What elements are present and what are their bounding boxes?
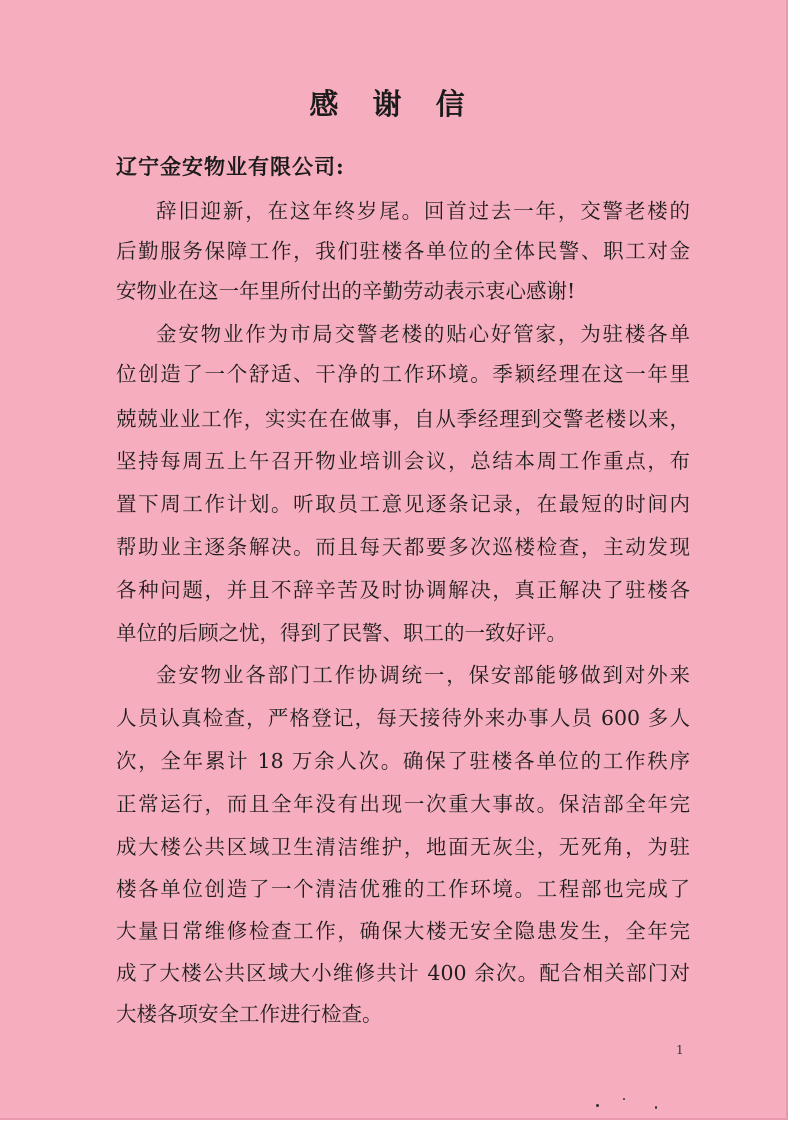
body-line: 大楼各项安全工作进行检查。: [116, 1002, 383, 1026]
scan-speck: [655, 1106, 657, 1109]
body-line: 正常运行，而且全年没有出现一次重大事故。保洁部全年完: [116, 792, 690, 816]
body-line: 金安物业各部门工作协调统一，保安部能够做到对外来: [156, 663, 690, 687]
body-line: 大量日常维修检查工作，确保大楼无安全隐患发生，全年完: [116, 919, 690, 943]
body-line: 辞旧迎新，在这年终岁尾。回首过去一年，交警老楼的: [156, 199, 690, 223]
body-line: 成大楼公共区域卫生清洁维护，地面无灰尘，无死角，为驻: [116, 835, 690, 859]
body-line: 楼各单位创造了一个清洁优雅的工作环境。工程部也完成了: [116, 877, 690, 901]
body-line: 坚持每周五上午召开物业培训会议，总结本周工作重点，布: [116, 449, 690, 473]
body-line: 帮助业主逐条解决。而且每天都要多次巡楼检查，主动发现: [116, 535, 690, 559]
page-number: 1: [676, 1043, 684, 1057]
body-line: 金安物业作为市局交警老楼的贴心好管家，为驻楼各单: [156, 322, 690, 346]
body-line: 单位的后顾之忧，得到了民警、职工的一致好评。: [116, 621, 567, 645]
body-line: 后勤服务保障工作，我们驻楼各单位的全体民警、职工对金: [116, 239, 690, 263]
body-line: 位创造了一个舒适、干净的工作环境。季颖经理在这一年里: [116, 362, 690, 386]
body-line: 人员认真检查，严格登记，每天接待外来办事人员 600 多人: [116, 706, 690, 730]
body-line: 成了大楼公共区域大小维修共计 400 余次。配合相关部门对: [116, 961, 690, 985]
salutation: 辽宁金安物业有限公司:: [116, 154, 345, 179]
body-line: 各种问题，并且不辞辛苦及时协调解决，真正解决了驻楼各: [116, 578, 690, 602]
letter-title: 感 谢 信: [309, 87, 477, 121]
body-line: 次，全年累计 18 万余人次。确保了驻楼各单位的工作秩序: [116, 749, 690, 773]
body-line: 安物业在这一年里所付出的辛勤劳动表示衷心感谢!: [116, 279, 576, 303]
body-line: 兢兢业业工作，实实在在做事，自从季经理到交警老楼以来，: [116, 407, 690, 431]
scan-speck: [623, 1098, 625, 1100]
body-line: 置下周工作计划。听取员工意见逐条记录，在最短的时间内: [116, 492, 690, 516]
scan-speck: [596, 1104, 599, 1107]
